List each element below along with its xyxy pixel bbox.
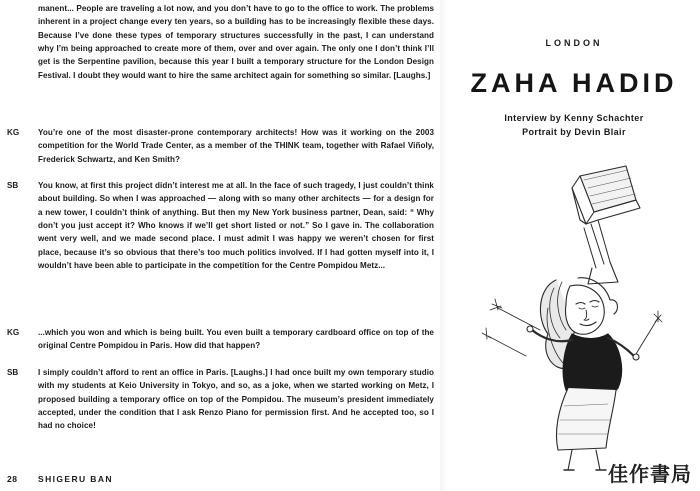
city-label: LONDON [545, 38, 603, 48]
page-number: 28 [7, 474, 18, 484]
speaker-label: SB [7, 181, 19, 190]
question-text: ...which you won and which is being built. You even built a temporary cardboard office on top of the original Centre Pompidou in Paris. How did that happen? [38, 328, 434, 351]
answer-continuation: manent... People are traveling a lot now, and you don’t have to go to the office to work. The problems inherent in a project change every ten years, so a building has to be increasingly flexible these days. Because I’ve done these types of temporary structures successfully in the past, I can understand why I’m being approached to create more of them, over and over again. The only one I don’t think I’ll get is the Serpentine pavilion, because this year I built a temporary structure for the London Design Festival. I doubt they would want to hire the same architect again for something so similar. [Laughs.] [38, 4, 434, 80]
interview-title: ZAHA HADID [470, 68, 678, 98]
book-gutter [440, 0, 448, 491]
question-text: You’re one of the most disaster-prone contemporary architects! How was it working on the 2003 competition for the World Trade Center, as a member of the THINK team, together with Rafael Viñoly, Frederick Schwartz, and Ken Smith? [38, 128, 434, 164]
interviewer-credit: Interview by Kenny Schachter [504, 113, 644, 123]
right-page [448, 0, 700, 491]
portrait-credit: Portrait by Devin Blair [522, 127, 626, 137]
answer-text: You know, at first this project didn’t interest me at all. In the face of such tragedy, I just couldn’t think about building. So when I was approached — along with so many other architects — for a design for a new tower, I couldn’t think of anything. But then my New York business partner, Dean, said: “ Why don’t you just accept it? Who knows if we’ll get short listed or not.” So I gave in. The collaboration went very well, and we made second place. I must admit I was happy we weren’t chosen for first place, because it’s so obvious that there’s too much politics involved. If I had gotten myself into it, I wouldn’t have been able to participate in the competition for the Centre Pompidou Metz... [38, 181, 434, 271]
portrait-illustration [468, 158, 693, 473]
speaker-label: SB [7, 368, 19, 377]
speaker-label: KG [7, 128, 20, 137]
speaker-label: KG [7, 328, 20, 337]
running-head: SHIGERU BAN [38, 474, 113, 484]
watermark-text: 佳作書局 [608, 462, 692, 486]
answer-text: I simply couldn’t afford to rent an office in Paris. [Laughs.] I had once built my own temporary studio with my students at Keio University in Tokyo, and so, as a joke, when we started working on Metz, I proposed building a temporary office on top of the Pompidou. The museum’s president immediately accepted, under the condition that I ask Renzo Piano for permission first. And he accepted too, so I had no choice! [38, 368, 434, 431]
